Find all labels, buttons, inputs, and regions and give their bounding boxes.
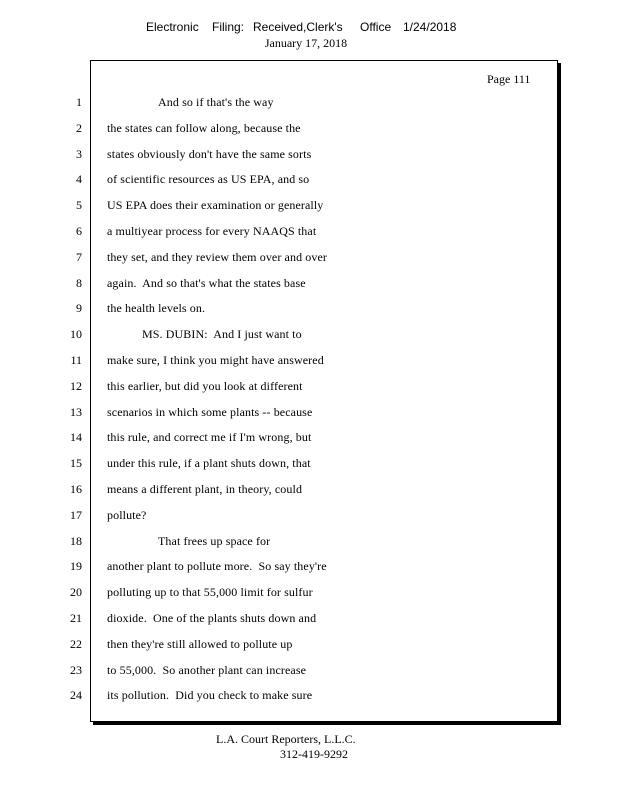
line-text: of scientific resources as US EPA, and so [107,172,310,186]
line-number: 21 [70,611,82,625]
line-number: 13 [70,405,82,419]
line-text: then they're still allowed to pollute up [107,637,293,651]
line-text: means a different plant, in theory, could [107,482,303,496]
line-number: 4 [76,172,82,186]
footer-phone: 312-419-9292 [280,747,348,761]
filing-electronic: Electronic [146,20,199,34]
filing-office: Office [360,20,392,34]
line-text: the health levels on. [107,301,206,315]
line-number: 6 [76,224,82,238]
line-text: a multiyear process for every NAAQS that [107,224,317,238]
line-number: 5 [76,198,82,212]
line-text: dioxide. One of the plants shuts down and [107,611,317,625]
line-text: US EPA does their examination or generally [107,198,324,212]
line-number: 22 [70,637,82,651]
filing-date: 1/24/2018 [403,20,457,34]
line-number: 1 [76,95,82,109]
filing-stamp [0,20,618,36]
line-text: this rule, and correct me if I'm wrong, but [107,430,312,444]
line-number: 18 [70,534,82,548]
line-text: under this rule, if a plant shuts down, that [107,456,311,470]
line-text: they set, and they review them over and over [107,250,327,264]
line-number: 19 [70,559,82,573]
line-text: the states can follow along, because the [107,121,301,135]
line-number: 7 [76,250,82,264]
line-number: 23 [70,663,82,677]
line-text: pollute? [107,508,147,522]
line-number: 17 [70,508,82,522]
line-text: again. And so that's what the states base [107,276,306,290]
line-number: 12 [70,379,82,393]
line-text: polluting up to that 55,000 limit for sulfur [107,585,313,599]
line-text: make sure, I think you might have answered [107,353,324,367]
line-text: MS. DUBIN: And I just want to [142,327,302,341]
line-number: 9 [76,301,82,315]
line-text: to 55,000. So another plant can increase [107,663,307,677]
line-text: And so if that's the way [158,95,274,109]
line-number: 14 [70,430,82,444]
line-number: 3 [76,147,82,161]
line-number: 20 [70,585,82,599]
page-number: Page 111 [487,72,531,86]
line-number: 15 [70,456,82,470]
line-text: That frees up space for [158,534,271,548]
filing-filing: Filing: [212,20,245,34]
line-number: 11 [70,353,82,367]
line-number: 16 [70,482,82,496]
footer-company: L.A. Court Reporters, L.L.C. [216,732,356,746]
line-text: its pollution. Did you check to make sure [107,688,313,702]
line-text: this earlier, but did you look at different [107,379,303,393]
line-number: 10 [70,327,82,341]
line-text: states obviously don't have the same sorts [107,147,312,161]
line-number: 8 [76,276,82,290]
line-number: 24 [70,688,82,702]
line-number: 2 [76,121,82,135]
line-text: scenarios in which some plants -- because [107,405,313,419]
transcript-date: January 17, 2018 [264,36,348,50]
filing-received: Received,Clerk's [253,20,343,34]
line-text: another plant to pollute more. So say they're [107,559,327,573]
